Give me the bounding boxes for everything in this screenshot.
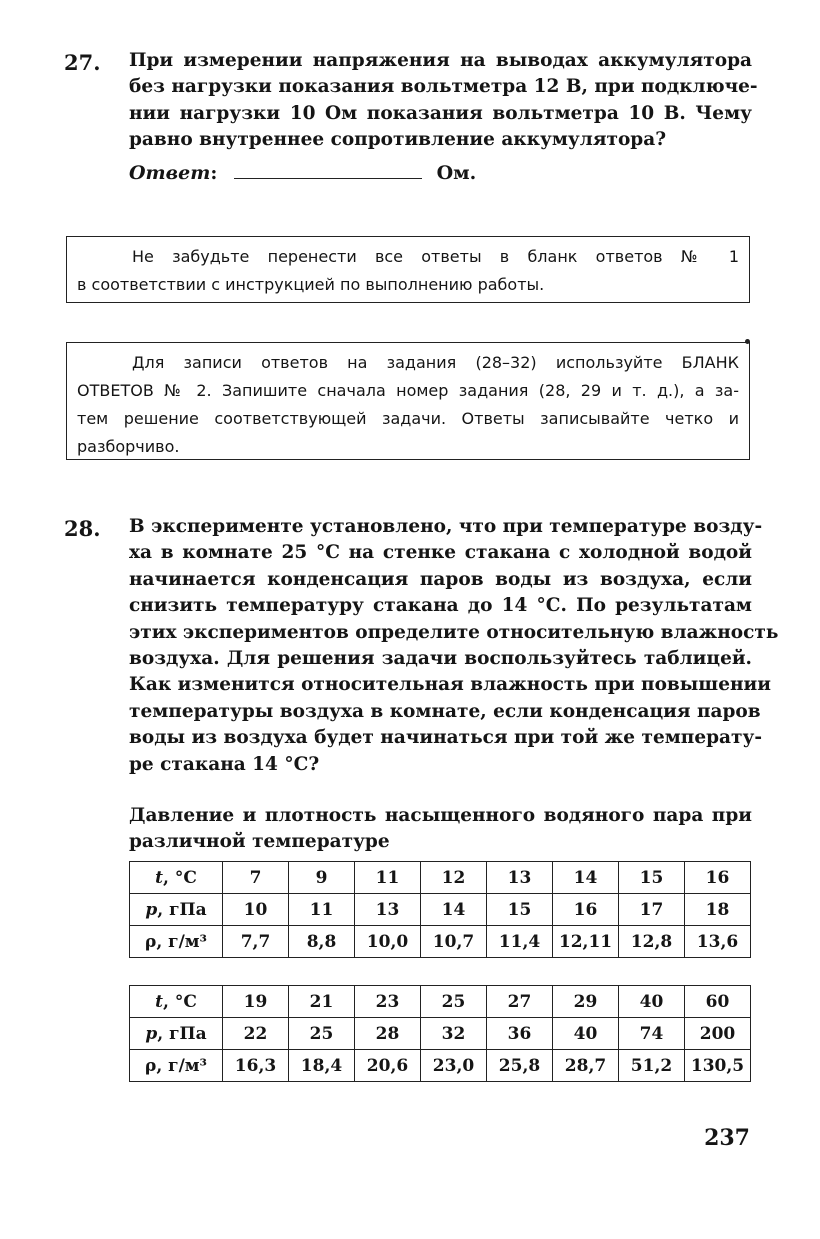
table-cell: 23 bbox=[355, 986, 421, 1018]
table-cell: 200 bbox=[685, 1018, 751, 1050]
table-cell: 17 bbox=[619, 894, 685, 926]
table-cell: 40 bbox=[619, 986, 685, 1018]
table-cell: 13,6 bbox=[685, 926, 751, 958]
table-row-density bbox=[130, 1050, 751, 1082]
task-27-line: без нагрузки показания вольтметра 12 В, при подключе- bbox=[129, 76, 758, 98]
task-28-number: 28. bbox=[64, 516, 101, 541]
row-label-var: ρ bbox=[145, 1055, 157, 1076]
row-label-unit: , гПа bbox=[157, 899, 207, 920]
table-caption-line: Давление и плотность насыщенного водяного пара при bbox=[129, 805, 752, 826]
task-28-line: В эксперименте установлено, что при температуре возду- bbox=[129, 516, 763, 537]
vapor-table-2 bbox=[129, 985, 751, 1082]
vapor-table-1 bbox=[129, 861, 751, 958]
row-label-var: ρ bbox=[145, 931, 157, 952]
table-cell: 21 bbox=[289, 986, 355, 1018]
table-cell: 11,4 bbox=[487, 926, 553, 958]
task-28-line: воздуха. Для решения задачи воспользуйтесь таблицей. bbox=[129, 648, 752, 670]
table-cell: 7,7 bbox=[223, 926, 289, 958]
page-number: 237 bbox=[704, 1125, 750, 1151]
task-28-line: воды из воздуха будет начинаться при той же температу- bbox=[129, 727, 763, 749]
task-27-number: 27. bbox=[64, 50, 101, 75]
table-cell: 16,3 bbox=[223, 1050, 289, 1082]
row-label-unit: , °С bbox=[162, 867, 197, 888]
table-cell: 14 bbox=[421, 894, 487, 926]
table-cell: 25,8 bbox=[487, 1050, 553, 1082]
task-28-line: ре стакана 14 °С? bbox=[129, 753, 320, 775]
table-cell: 18,4 bbox=[289, 1050, 355, 1082]
table-cell: 8,8 bbox=[289, 926, 355, 958]
table-cell: 27 bbox=[487, 986, 553, 1018]
instruction-line: разборчиво. bbox=[77, 437, 180, 456]
answer-unit: Ом. bbox=[436, 162, 477, 184]
row-label-pressure bbox=[130, 1018, 223, 1050]
table-cell: 9 bbox=[289, 862, 355, 894]
task-28-line: снизить температуру стакана до 14 °С. По результатам bbox=[129, 595, 752, 617]
table-cell: 22 bbox=[223, 1018, 289, 1050]
table-row-pressure bbox=[130, 894, 751, 926]
table-cell: 29 bbox=[553, 986, 619, 1018]
table-row-density bbox=[130, 926, 751, 958]
instruction-line: Для записи ответов на задания (28–32) используйте БЛАНК bbox=[132, 353, 739, 372]
table-row-temperature bbox=[130, 986, 751, 1018]
row-label-temperature bbox=[130, 862, 223, 894]
table-cell: 13 bbox=[487, 862, 553, 894]
table-row-pressure bbox=[130, 1018, 751, 1050]
table-cell: 12 bbox=[421, 862, 487, 894]
answer-label: Ответ bbox=[129, 162, 211, 184]
table-cell: 51,2 bbox=[619, 1050, 685, 1082]
task-27-text bbox=[129, 48, 758, 154]
table-caption bbox=[129, 803, 752, 855]
table-cell: 25 bbox=[289, 1018, 355, 1050]
table-row-temperature bbox=[130, 862, 751, 894]
row-label-unit: , г/м³ bbox=[156, 931, 207, 952]
task-28-line: температуры воздуха в комнате, если конденсация паров bbox=[129, 700, 761, 722]
task-28-line: этих экспериментов определите относительную влажность bbox=[129, 621, 779, 643]
table-cell: 12,8 bbox=[619, 926, 685, 958]
table-cell: 32 bbox=[421, 1018, 487, 1050]
table-cell: 10,7 bbox=[421, 926, 487, 958]
table-cell: 28,7 bbox=[553, 1050, 619, 1082]
table-cell: 16 bbox=[685, 862, 751, 894]
instruction-box-answers-form-2 bbox=[66, 342, 750, 460]
task-27-answer-row bbox=[129, 160, 476, 184]
table-cell: 28 bbox=[355, 1018, 421, 1050]
table-caption-line: различной температуре bbox=[129, 831, 390, 852]
table-cell: 20,6 bbox=[355, 1050, 421, 1082]
row-label-var: t bbox=[155, 867, 163, 888]
row-label-temperature bbox=[130, 986, 223, 1018]
task-27-line: При измерении напряжения на выводах аккумулятора bbox=[129, 50, 752, 71]
table-cell: 10,0 bbox=[355, 926, 421, 958]
table-cell: 11 bbox=[289, 894, 355, 926]
table-cell: 19 bbox=[223, 986, 289, 1018]
table-cell: 11 bbox=[355, 862, 421, 894]
table-cell: 25 bbox=[421, 986, 487, 1018]
row-label-unit: , °С bbox=[162, 991, 197, 1012]
instruction-line: тем решение соответствующей задачи. Ответы записывайте четко и bbox=[77, 409, 739, 428]
answer-blank-field[interactable] bbox=[234, 160, 422, 179]
table-cell: 16 bbox=[553, 894, 619, 926]
table-cell: 130,5 bbox=[685, 1050, 751, 1082]
table-cell: 18 bbox=[685, 894, 751, 926]
answer-colon: : bbox=[210, 162, 218, 184]
task-28-text bbox=[129, 514, 779, 778]
instruction-line: в соответствии с инструкцией по выполнению работы. bbox=[77, 275, 545, 294]
task-28-line: ха в комнате 25 °С на стенке стакана с холодной водой bbox=[129, 542, 752, 564]
table-cell: 12,11 bbox=[553, 926, 619, 958]
table-cell: 15 bbox=[487, 894, 553, 926]
task-27-line: равно внутреннее сопротивление аккумулятора? bbox=[129, 129, 667, 151]
row-label-var: p bbox=[145, 1023, 158, 1044]
row-label-density bbox=[130, 926, 223, 958]
table-cell: 60 bbox=[685, 986, 751, 1018]
row-label-density bbox=[130, 1050, 223, 1082]
row-label-pressure bbox=[130, 894, 223, 926]
table-cell: 36 bbox=[487, 1018, 553, 1050]
table-cell: 40 bbox=[553, 1018, 619, 1050]
table-cell: 14 bbox=[553, 862, 619, 894]
instruction-box-answers-form-1 bbox=[66, 236, 750, 303]
instruction-line: ОТВЕТОВ № 2. Запишите сначала номер задания (28, 29 и т. д.), а за- bbox=[77, 381, 739, 400]
task-27-line: нии нагрузки 10 Ом показания вольтметра 10 В. Чему bbox=[129, 102, 752, 124]
instruction-line: Не забудьте перенести все ответы в бланк ответов № 1 bbox=[132, 247, 739, 266]
row-label-unit: , г/м³ bbox=[156, 1055, 207, 1076]
table-cell: 10 bbox=[223, 894, 289, 926]
row-label-var: t bbox=[155, 991, 163, 1012]
table-cell: 15 bbox=[619, 862, 685, 894]
table-cell: 23,0 bbox=[421, 1050, 487, 1082]
row-label-unit: , гПа bbox=[157, 1023, 207, 1044]
table-cell: 13 bbox=[355, 894, 421, 926]
table-cell: 74 bbox=[619, 1018, 685, 1050]
task-28-line: Как изменится относительная влажность при повышении bbox=[129, 674, 771, 696]
row-label-var: p bbox=[145, 899, 158, 920]
table-cell: 7 bbox=[223, 862, 289, 894]
task-28-line: начинается конденсация паров воды из воздуха, если bbox=[129, 568, 752, 590]
